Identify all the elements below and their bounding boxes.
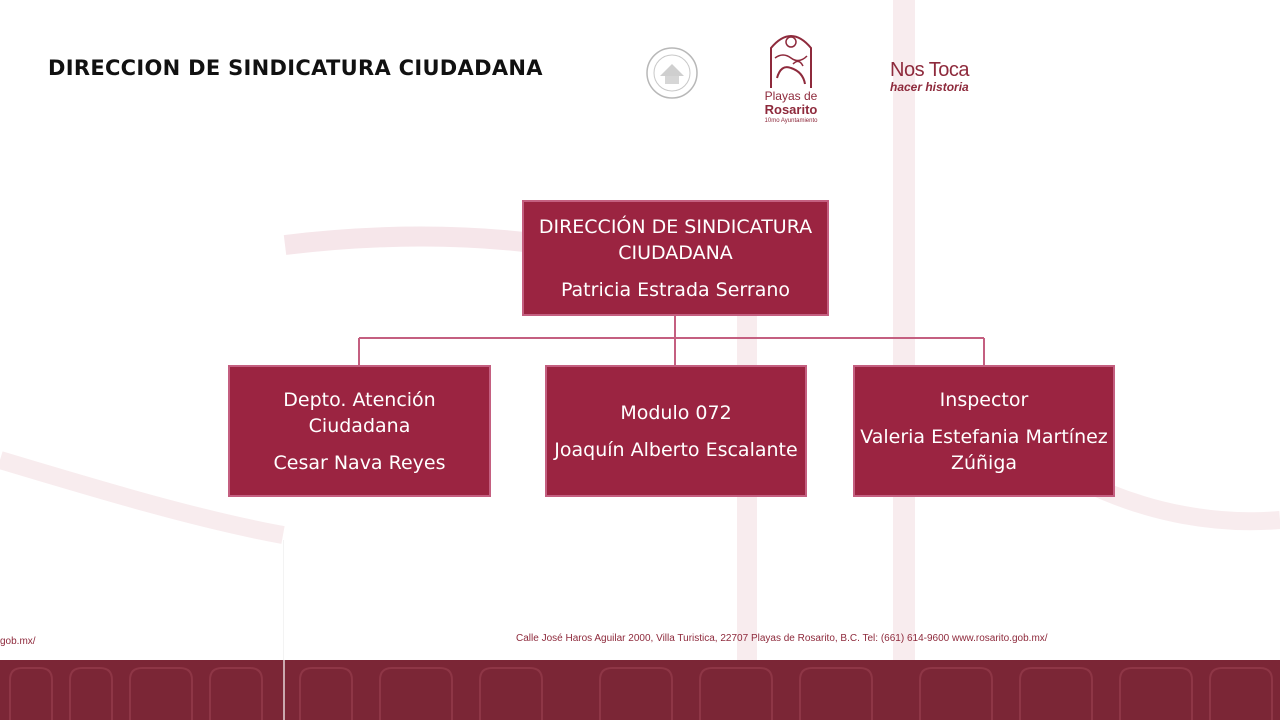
org-node-name: Cesar Nava Reyes	[273, 451, 446, 474]
page-title: DIRECCION DE SINDICATURA CIUDADANA	[48, 56, 543, 80]
org-node-title: Depto. Atención Ciudadana	[283, 388, 436, 437]
org-node-atencion-ciudadana	[228, 365, 491, 497]
org-node-title: Inspector	[939, 388, 1029, 411]
footer-pattern	[0, 660, 1280, 720]
footer-url-fragment: gob.mx/	[0, 636, 36, 647]
org-node-name: Valeria Estefania Martínez Zúñiga	[860, 425, 1108, 474]
org-node-inspector	[853, 365, 1115, 497]
org-node-modulo-072	[545, 365, 807, 497]
logo-line-1: Playas de	[764, 89, 818, 103]
footer-address: Calle José Haros Aguilar 2000, Villa Turistica, 22707 Playas de Rosarito, B.C. Tel: (661) 614-9600 www.rosarito.gob.mx/	[516, 633, 1048, 644]
footer-band	[0, 660, 1280, 720]
slogan-line-1: Nos Toca	[890, 59, 970, 81]
org-node-name: Joaquín Alberto Escalante	[554, 438, 798, 461]
logo-line-3: 10mo Ayuntamiento	[764, 118, 818, 124]
logo-line-2: Rosarito	[764, 102, 818, 117]
org-node-title: DIRECCIÓN DE SINDICATURA CIUDADANA	[538, 215, 813, 264]
slogan-line-2: hacer historia	[890, 80, 969, 94]
org-node-title: Modulo 072	[620, 401, 732, 424]
org-node-name: Patricia Estrada Serrano	[560, 278, 791, 301]
org-node-root	[522, 200, 829, 316]
